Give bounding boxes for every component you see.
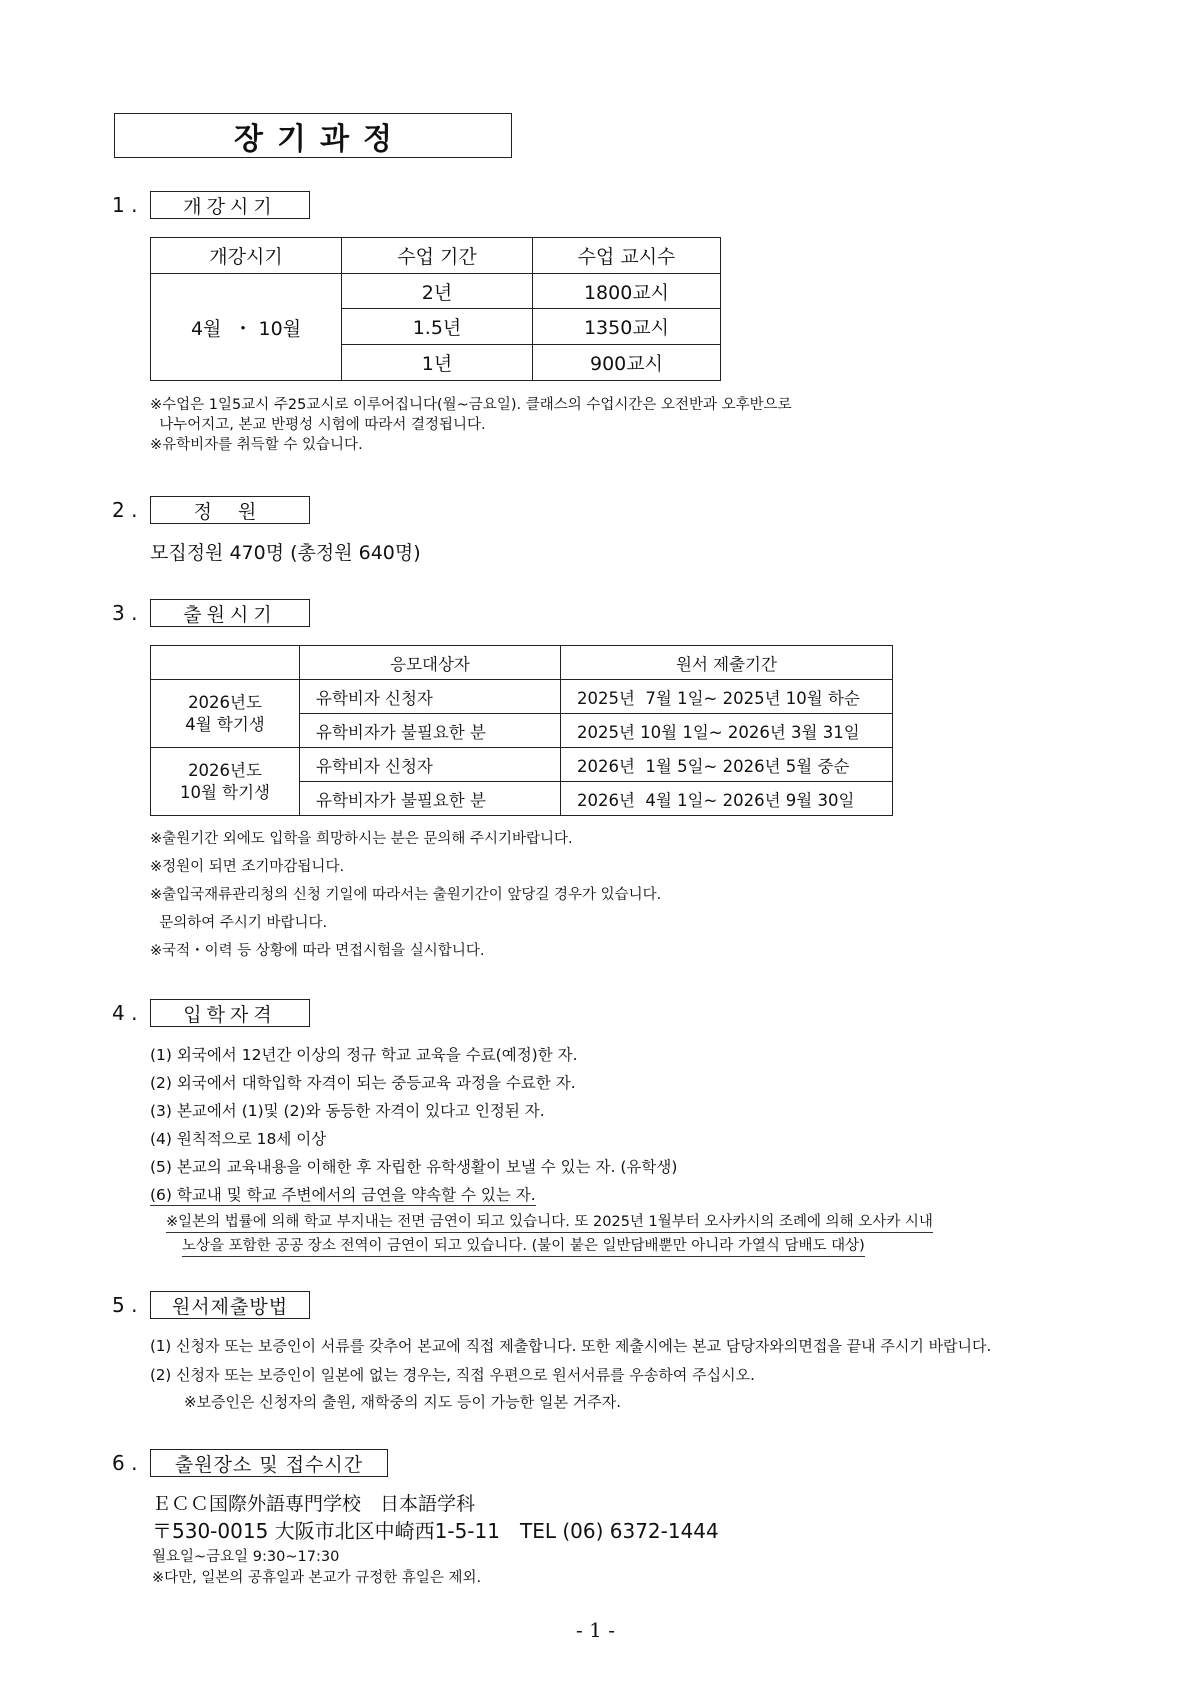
- section-1-title: 개강시기: [150, 191, 310, 219]
- term-cell: [151, 748, 300, 816]
- table-row: [151, 748, 893, 782]
- submission-item: (1) 신청자 또는 보증인이 서류를 갖추어 본교에 직접 제출합니다. 또한 제출시에는 본교 담당자와의면접을 끝내 주시기 바랍니다.: [150, 1337, 992, 1355]
- submission-item: (2) 신청자 또는 보증인이 일본에 없는 경우는, 직접 우편으로 원서서류를 우송하여 주십시오.: [150, 1366, 755, 1384]
- section-3-note: ※출원기간 외에도 입학을 희망하시는 분은 문의해 주시기바랍니다.: [150, 831, 573, 847]
- table-row: [151, 680, 893, 714]
- section-5-number: 5 .: [112, 1293, 138, 1317]
- target-cell: 유학비자가 불필요한 분: [300, 714, 561, 748]
- requirement-item: (4) 원칙적으로 18세 이상: [150, 1130, 327, 1148]
- section-3-title: 출원시기: [150, 599, 310, 627]
- table-row: [151, 274, 721, 309]
- period-cell: 1.5년: [342, 309, 533, 345]
- section-6-number: 6 .: [112, 1451, 138, 1475]
- requirement-item: (2) 외국에서 대학입학 자격이 되는 중등교육 과정을 수료한 자.: [150, 1074, 576, 1092]
- section-3-number: 3 .: [112, 601, 138, 625]
- term-semester: 4월 학기생: [185, 714, 265, 734]
- application-period-table: [150, 645, 893, 816]
- section-1-note: ※유학비자를 취득할 수 있습니다.: [150, 437, 363, 453]
- period-cell: 1년: [342, 345, 533, 381]
- course-table: [150, 237, 721, 381]
- col-header-target: 응모대상자: [300, 646, 561, 680]
- capacity-text: 모집정원 470명 (총정원 640명): [150, 542, 421, 564]
- col-header-hours: 수업 교시수: [533, 238, 721, 274]
- period-cell: 2025년 10월 1일~ 2026년 3월 31일: [561, 714, 893, 748]
- section-3-note: ※정원이 되면 조기마감됩니다.: [150, 859, 345, 875]
- section-2-title: 정 원: [150, 496, 310, 524]
- target-cell: 유학비자 신청자: [300, 748, 561, 782]
- school-name: ＥＣＣ国際外語専門学校 日本語学科: [152, 1493, 476, 1515]
- col-header-submission: 원서 제출기간: [561, 646, 893, 680]
- term-cell: [151, 680, 300, 748]
- period-cell: 2025년 7월 1일~ 2025년 10월 하순: [561, 680, 893, 714]
- section-1-note: 나누어지고, 본교 반평성 시험에 따라서 결정됩니다.: [150, 417, 486, 433]
- target-cell: 유학비자 신청자: [300, 680, 561, 714]
- hours-cell: 900교시: [533, 345, 721, 381]
- section-1-note: ※수업은 1일5교시 주25교시로 이루어집니다(월~금요일). 클래스의 수업시간은 오전반과 오후반으로: [150, 397, 792, 413]
- section-3-note: ※출입국재류관리청의 신청 기일에 따라서는 출원기간이 앞당길 경우가 있습니다.: [150, 887, 662, 903]
- hours-cell: 1800교시: [533, 274, 721, 309]
- requirement-item: (6) 학교내 및 학교 주변에서의 금연을 약속할 수 있는 자.: [150, 1183, 536, 1206]
- holiday-note: ※다만, 일본의 공휴일과 본교가 규정한 휴일은 제외.: [152, 1570, 482, 1586]
- section-6-title: 출원장소 및 접수시간: [150, 1449, 388, 1477]
- section-2-number: 2 .: [112, 498, 138, 522]
- term-year: 2026년도: [188, 692, 262, 712]
- target-cell: 유학비자가 불필요한 분: [300, 782, 561, 816]
- page-number: - 1 -: [576, 1618, 615, 1642]
- col-header-start: 개강시기: [151, 238, 342, 274]
- section-4-title: 입학자격: [150, 999, 310, 1027]
- period-cell: 2026년 4월 1일~ 2026년 9월 30일: [561, 782, 893, 816]
- period-cell: 2년: [342, 274, 533, 309]
- page-title: 장기과정: [114, 113, 512, 158]
- school-address: 〒530-0015 大阪市北区中崎西1-5-11 TEL (06) 6372-1444: [152, 1519, 719, 1543]
- term-year: 2026년도: [188, 760, 262, 780]
- section-3-note: 문의하여 주시기 바랍니다.: [150, 915, 328, 931]
- col-header-period: 수업 기간: [342, 238, 533, 274]
- requirement-item: (3) 본교에서 (1)및 (2)와 동등한 자격이 있다고 인정된 자.: [150, 1102, 545, 1120]
- start-season-cell: 4월 ・ 10월: [151, 274, 342, 381]
- hours-cell: 1350교시: [533, 309, 721, 345]
- section-5-title: 원서제출방법: [150, 1291, 310, 1319]
- section-1-number: 1 .: [112, 193, 138, 217]
- requirement-item: (1) 외국에서 12년간 이상의 정규 학교 교육을 수료(예정)한 자.: [150, 1046, 578, 1064]
- period-cell: 2026년 1월 5일~ 2026년 5월 중순: [561, 748, 893, 782]
- smoking-note: ※일본의 법률에 의해 학교 부지내는 전면 금연이 되고 있습니다. 또 2025년 1월부터 오사카시의 조례에 의해 오사카 시내: [166, 1212, 933, 1233]
- requirement-item: (5) 본교의 교육내용을 이해한 후 자립한 유학생활이 보낼 수 있는 자. (유학생): [150, 1158, 678, 1176]
- section-4-number: 4 .: [112, 1001, 138, 1025]
- term-semester: 10월 학기생: [180, 782, 270, 802]
- section-3-note: ※국적・이력 등 상황에 따라 면접시험을 실시합니다.: [150, 943, 485, 959]
- col-header-term: [151, 646, 300, 680]
- guarantor-note: ※보증인은 신청자의 출원, 재학중의 지도 등이 가능한 일본 거주자.: [184, 1393, 621, 1411]
- smoking-note: 노상을 포함한 공공 장소 전역이 금연이 되고 있습니다. (불이 붙은 일반담배뿐만 아니라 가열식 담배도 대상): [182, 1236, 865, 1257]
- reception-hours: 월요일~금요일 9:30~17:30: [152, 1549, 340, 1565]
